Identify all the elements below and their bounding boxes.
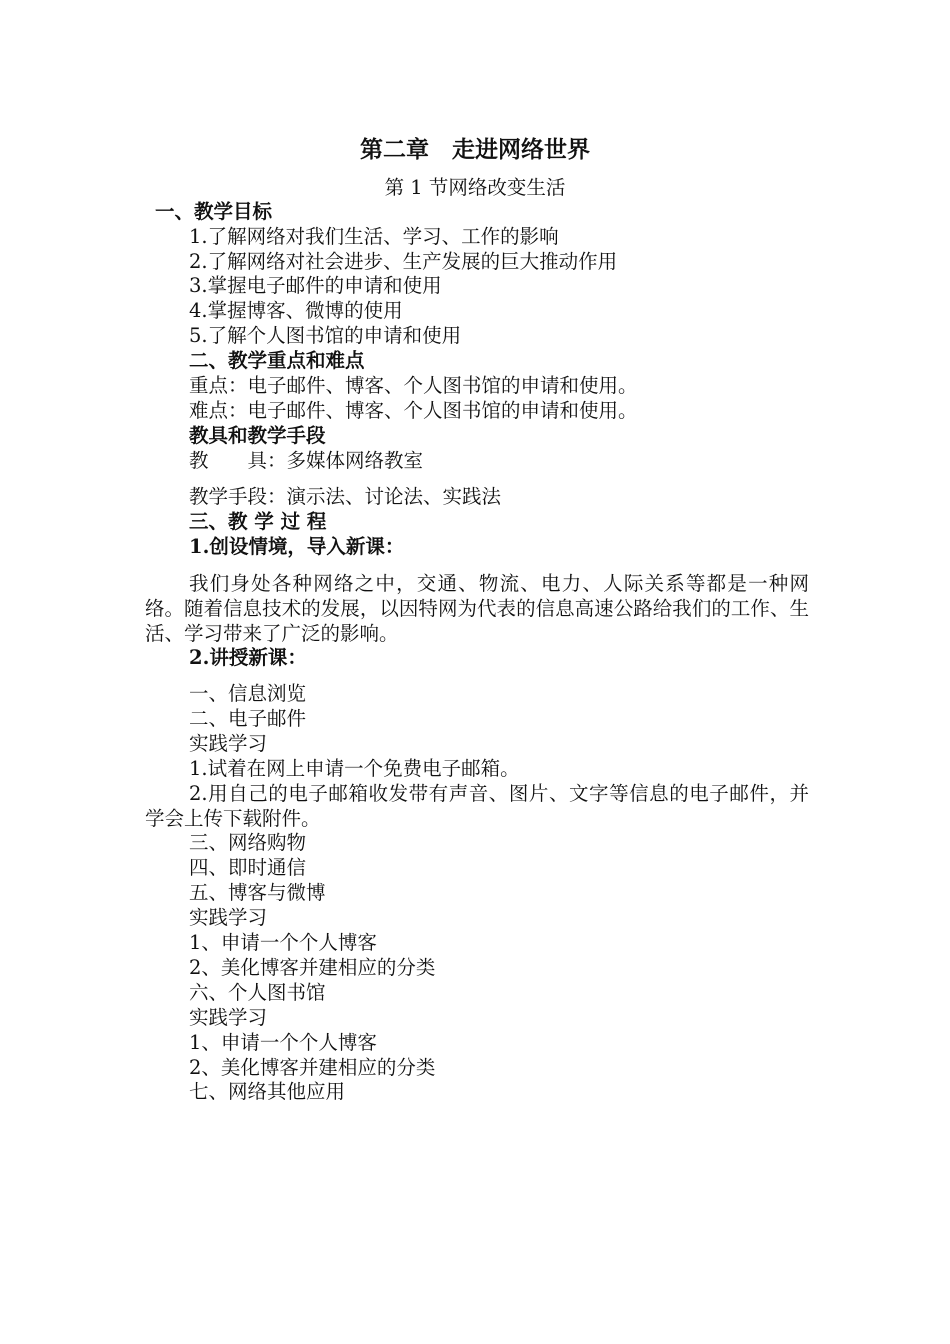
- chapter-title: 第二章 走进网络世界: [360, 136, 590, 163]
- practice-1-label: 实践学习: [189, 732, 268, 755]
- topic-1: 一、信息浏览: [189, 682, 307, 705]
- goal-item-4: 4.掌握博客、微博的使用: [189, 299, 403, 322]
- intro-heading: 1.创设情境，导入新课：: [189, 535, 405, 558]
- practice-3-item-2: 2、美化博客并建相应的分类: [189, 1056, 436, 1079]
- keypoints-heading: 二、教学重点和难点: [189, 349, 365, 372]
- difficult-point: 难点：电子邮件、博客、个人图书馆的申请和使用。: [189, 399, 638, 422]
- practice-1-item-1: 1.试着在网上申请一个免费电子邮箱。: [189, 757, 520, 780]
- goals-heading: 一、教学目标: [155, 200, 273, 223]
- intro-paragraph: 我们身处各种网络之中，交通、物流、电力、人际关系等都是一种网络。随着信息技术的发展，以因特网为代表的信息高速公路给我们的工作、生活、学习带来了广泛的影响。: [145, 572, 809, 645]
- goal-item-2: 2.了解网络对社会进步、生产发展的巨大推动作用: [189, 250, 618, 273]
- goal-item-3: 3.掌握电子邮件的申请和使用: [189, 274, 442, 297]
- topic-3: 三、网络购物: [189, 831, 307, 854]
- practice-3-item-1: 1、申请一个个人博客: [189, 1031, 377, 1054]
- practice-2-item-2: 2、美化博客并建相应的分类: [189, 956, 436, 979]
- practice-1-item-2: 2.用自己的电子邮箱收发带有声音、图片、文字等信息的电子邮件，并学会上传下载附件。: [145, 782, 809, 830]
- process-heading: 三、教 学 过 程: [189, 510, 327, 533]
- topic-5: 五、博客与微博: [189, 881, 326, 904]
- topic-7: 七、网络其他应用: [189, 1080, 346, 1103]
- teach-heading: 2.讲授新课：: [189, 646, 307, 669]
- practice-3-label: 实践学习: [189, 1006, 268, 1029]
- section-subtitle: 第 1 节网络改变生活: [384, 176, 566, 199]
- topic-2: 二、电子邮件: [189, 707, 307, 730]
- teaching-methods: 教学手段：演示法、讨论法、实践法: [189, 485, 502, 508]
- teaching-tools: 教 具：多媒体网络教室: [189, 449, 424, 472]
- practice-2-item-1: 1、申请一个个人博客: [189, 931, 377, 954]
- goal-item-5: 5.了解个人图书馆的申请和使用: [189, 324, 462, 347]
- key-point: 重点：电子邮件、博客、个人图书馆的申请和使用。: [189, 374, 638, 397]
- goal-item-1: 1.了解网络对我们生活、学习、工作的影响: [189, 225, 559, 248]
- practice-2-label: 实践学习: [189, 906, 268, 929]
- topic-4: 四、即时通信: [189, 856, 307, 879]
- tools-heading: 教具和教学手段: [189, 424, 326, 447]
- topic-6: 六、个人图书馆: [189, 981, 326, 1004]
